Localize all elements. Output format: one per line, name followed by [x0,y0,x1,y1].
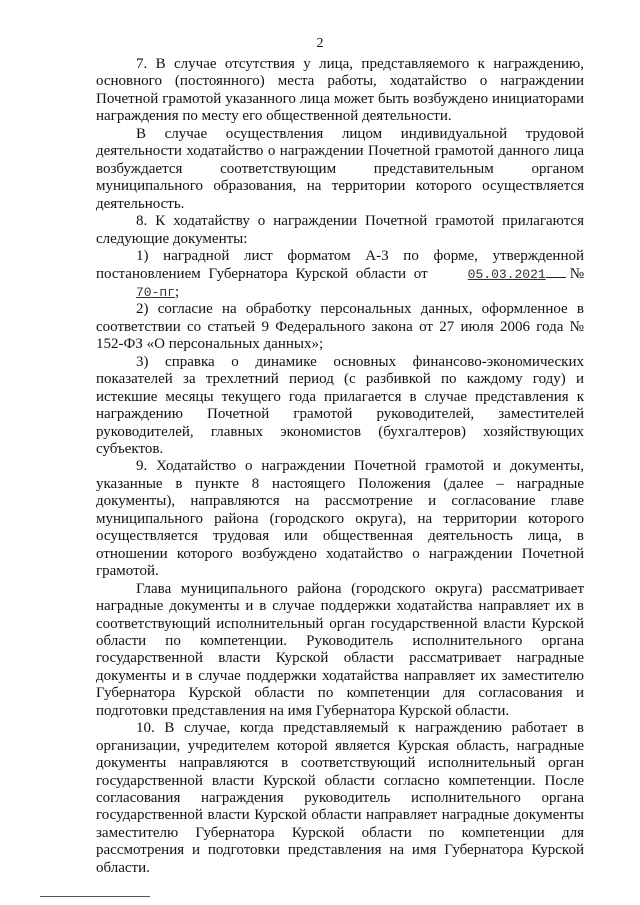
decree-number-label: № [565,266,585,283]
page-number: 2 [316,36,324,51]
paragraph-8-item-2: 2) согласие на обработку персональных данных, оформленное в соответствии со статьей 9 Федерального закона от 27 июля 2006 года № 152-ФЗ «О персональных данных»; [96,301,584,353]
paragraph-7-continued: В случае осуществления лицом индивидуальной трудовой деятельности ходатайство о награждении Почетной грамотой данного лица возбуждается соответствующим представительным органом муниципального образования, на территории которого осуществляется деятельность. [96,125,584,212]
blank-line [546,265,566,278]
paragraph-9: 9. Ходатайство о награждении Почетной грамотой и документы, указанные в пункте 8 настоящего Положения (далее – наградные документы), направляются на рассмотрение и согласование главе муниципального района (городского округа), на территории которого осуществляется трудовая или общественная деятельность лица, в отношении которого возбуждено ходатайство о награждении Почетной грамотой. [96,458,584,580]
decree-date: 05.03.2021 [467,267,546,283]
footer-divider [40,896,150,897]
paragraph-8: 8. К ходатайству о награждении Почетной грамотой прилагаются следующие документы: [96,213,584,247]
paragraph-9-continued: Глава муниципального района (городского округа) рассматривает наградные документы и в случае поддержки ходатайства направляет их в соответствующий исполнительный орган государственной власти Курской области по компетенции. Руководитель исполнительного органа государственной власти Курской области рассматривает наградные документы и в случае поддержки ходатайства направляет их заместителю Губернатора Курской области по компетенции для согласования и подготовки представления на имя Губернатора Курской области. [96,580,584,719]
document-body [96,56,584,877]
decree-number: 70-пг [136,284,176,300]
paragraph-7: 7. В случае отсутствия у лица, представляемого к награждению, основного (постоянного) места работы, ходатайство о награждении Почетной грамотой указанного лица может быть возбуждено инициаторами награждения по месту его общественной деятельности. [96,56,584,125]
paragraph-8-item-1 [96,248,584,301]
item-1-end: ; [175,283,180,300]
paragraph-10: 10. В случае, когда представляемый к награждению работает в организации, учредителем которой является Курская область, наградные документы направляются в соответствующий исполнительный орган государственной власти Курской области согласно компетенции. После согласования награждения руководитель исполнительного органа государственной власти Курской области направляет наградные документы заместителю Губернатора Курской области по компетенции для рассмотрения и подготовки представления на имя Губернатора Курской области. [96,720,584,876]
paragraph-8-item-3: 3) справка о динамике основных финансово-экономических показателей за трехлетний период (с разбивкой по каждому году) и истекшие месяцы текущего года прилагается в случае представления к награждению Почетной грамотой руководителей, заместителей руководителей, главных экономистов (бухгалтеров) хозяйствующих субъектов. [96,353,584,457]
item-1-text: 1) наградной лист форматом А-3 по форме, утвержденной постановлением Губернатора Курской области от [96,247,584,283]
